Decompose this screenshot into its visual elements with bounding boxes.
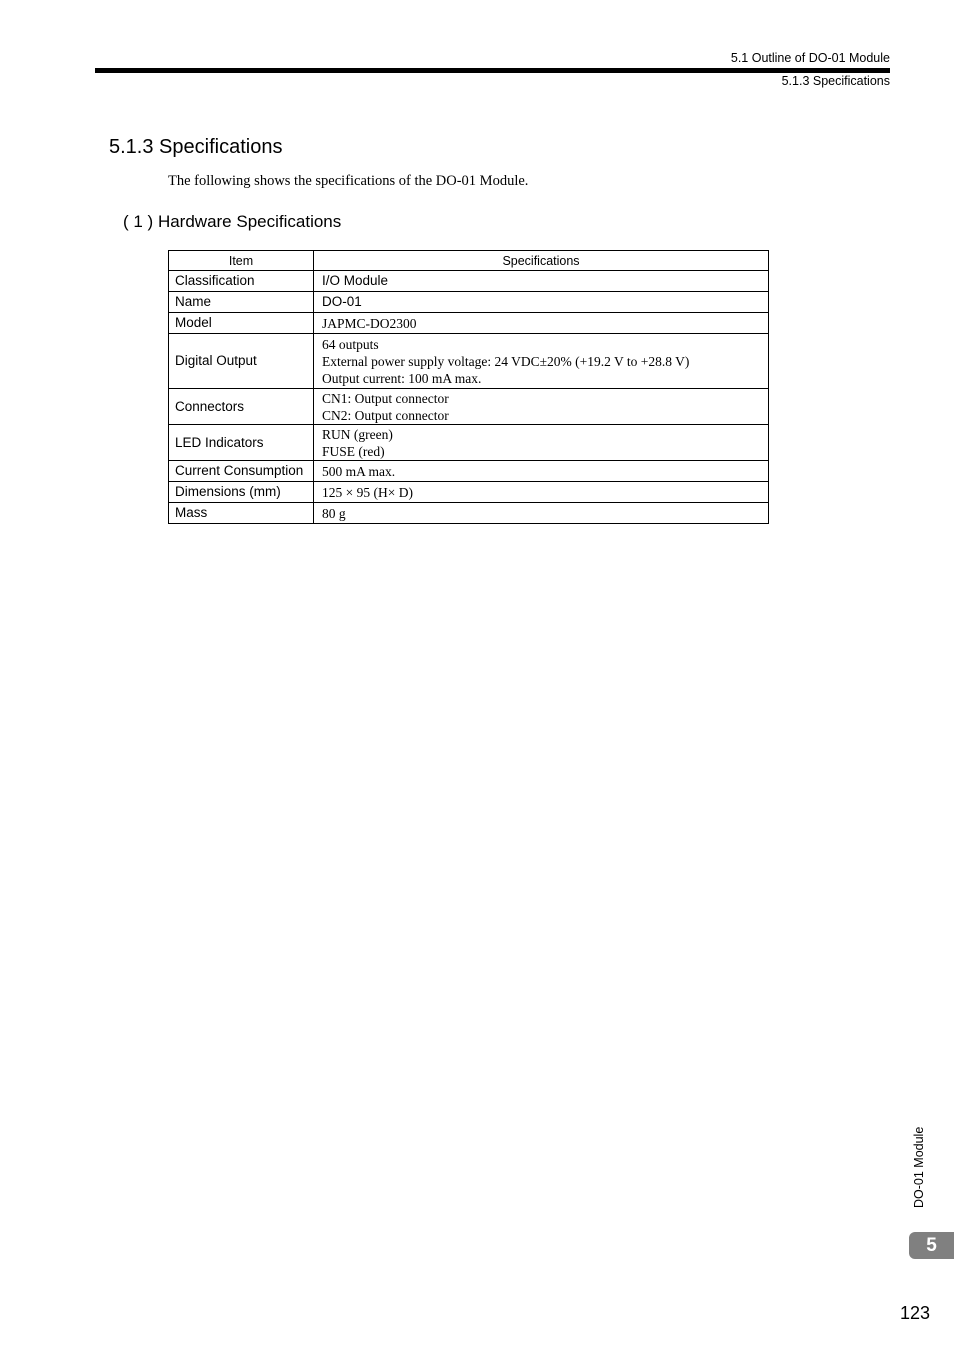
table-row: [169, 334, 769, 389]
row-item: LED Indicators: [169, 425, 314, 461]
row-item: Model: [169, 313, 314, 334]
row-spec: [314, 389, 769, 425]
row-spec: [314, 482, 769, 503]
column-header-item: Item: [169, 251, 314, 271]
page-number: 123: [899, 1303, 930, 1323]
row-item: Dimensions (mm): [169, 482, 314, 503]
table-row: [169, 292, 769, 313]
spec-line: JAPMC-DO2300: [322, 315, 417, 331]
table-row: [169, 461, 769, 482]
spec-line: 64 outputs: [322, 336, 379, 352]
spec-line: 80 g: [322, 505, 346, 521]
spec-line: I/O Module: [322, 273, 389, 288]
row-spec: [314, 461, 769, 482]
spec-line: DO-01: [322, 294, 362, 309]
running-header-section: 5.1 Outline of DO-01 Module: [730, 51, 890, 65]
row-spec: [314, 425, 769, 461]
header-rule: [95, 68, 890, 73]
spec-line: 500 mA max.: [322, 463, 396, 479]
table-row: [169, 313, 769, 334]
row-item: Connectors: [169, 389, 314, 425]
subsection-title: ( 1 ) Hardware Specifications: [123, 212, 342, 231]
table-row: [169, 389, 769, 425]
running-header-subsection: 5.1.3 Specifications: [781, 74, 890, 88]
table-row: [169, 271, 769, 292]
hardware-specifications-table: [168, 250, 769, 524]
spec-line: FUSE (red): [322, 443, 385, 459]
chapter-tab: 5: [909, 1232, 954, 1259]
table-header-row: [169, 251, 769, 271]
table-row: [169, 503, 769, 524]
chapter-side-label: DO-01 Module: [912, 1126, 926, 1208]
spec-line: Output current: 100 mA max.: [322, 370, 482, 386]
row-spec: [314, 271, 769, 292]
spec-line: CN2: Output connector: [322, 407, 449, 423]
column-header-specifications: Specifications: [314, 251, 769, 271]
row-item: Digital Output: [169, 334, 314, 389]
intro-paragraph: The following shows the specifications of the DO-01 Module.: [168, 173, 529, 189]
row-spec: [314, 292, 769, 313]
row-item: Mass: [169, 503, 314, 524]
row-item: Name: [169, 292, 314, 313]
row-item: Classification: [169, 271, 314, 292]
table-row: [169, 482, 769, 503]
row-spec: [314, 334, 769, 389]
spec-line: RUN (green): [322, 426, 393, 442]
section-title: 5.1.3 Specifications: [109, 136, 283, 158]
spec-line: 125 × 95 (H× D): [322, 484, 413, 500]
row-item: Current Consumption: [169, 461, 314, 482]
spec-line: CN1: Output connector: [322, 390, 449, 406]
row-spec: [314, 503, 769, 524]
spec-line: External power supply voltage: 24 VDC±20% (+19.2 V to +28.8 V): [322, 353, 690, 369]
row-spec: [314, 313, 769, 334]
table-row: [169, 425, 769, 461]
